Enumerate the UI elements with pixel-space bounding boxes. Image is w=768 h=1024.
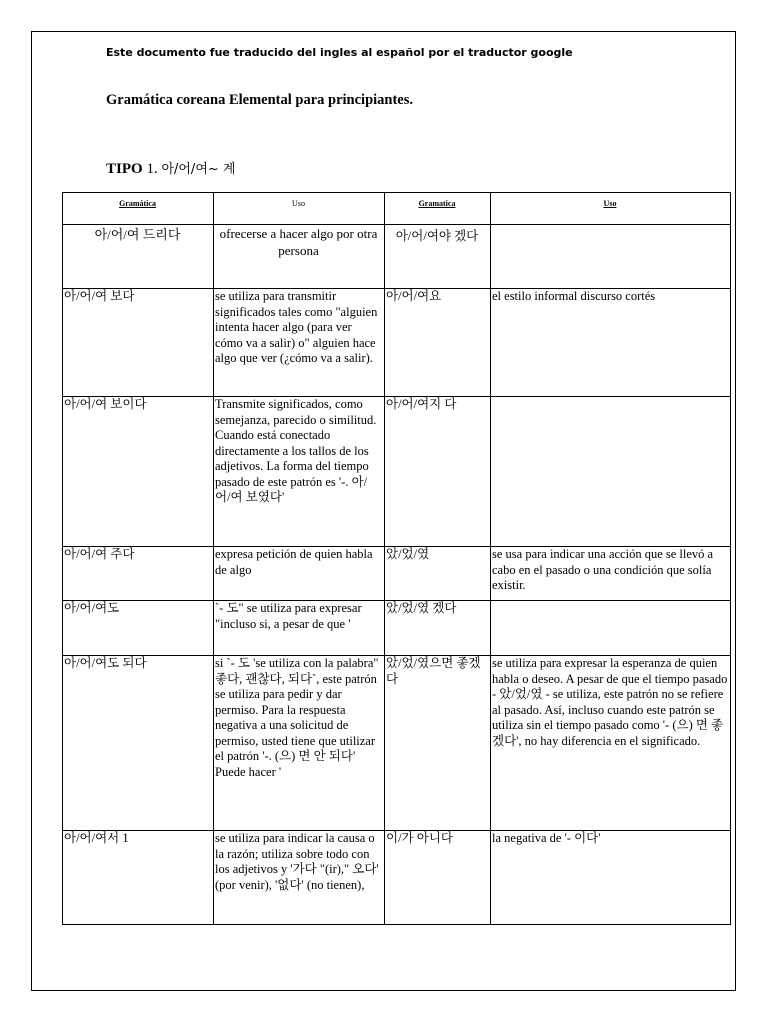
grammar-cell: 아/어/여 드리다: [63, 225, 214, 289]
table-row: [63, 601, 731, 656]
usage-cell: Transmite significados, como semejanza, parecido o similitud. Cuando está conectado directamente a los tallos de los adjetivos. La forma del tiempo pasado de este patrón es '-. 아/어/여 보였다': [214, 397, 385, 547]
section-title: [106, 158, 235, 178]
grammar-cell: 이/가 아니다: [385, 831, 491, 925]
translation-note: Este documento fue traducido del ingles al español por el traductor google: [106, 46, 573, 59]
table-row: [63, 289, 731, 397]
usage-cell: se utiliza para expresar la esperanza de quien habla o deseo. A pesar de que el tiempo pasado - 았/었/였 - se utiliza, este patrón no se refiere al pasado. Así, incluso cuando este patrón se utiliza sin el tiempo pasado como '- (으) 면 좋겠다', no hay diferencia en el significado.: [491, 656, 731, 831]
grammar-cell: 아/어/여도: [63, 601, 214, 656]
grammar-cell: 았/었/였: [385, 547, 491, 601]
grammar-cell: 아/어/여 보다: [63, 289, 214, 397]
usage-cell: se utiliza para indicar la causa o la razón; utiliza sobre todo con los adjetivos y '가다 "(ir)," 오다' (por venir), '없다' (no tienen),: [214, 831, 385, 925]
grammar-cell: 아/어/여지 다: [385, 397, 491, 547]
document-subtitle: Gramática coreana Elemental para principiantes.: [106, 92, 414, 108]
grammar-cell: 아/어/여도 되다: [63, 656, 214, 831]
usage-cell: la negativa de '- 이다': [491, 831, 731, 925]
usage-cell: [491, 225, 731, 289]
table-header-row: [63, 193, 731, 225]
grammar-cell: 아/어/여 주다: [63, 547, 214, 601]
grammar-cell: 았/었/였으면 좋겠다: [385, 656, 491, 831]
table-row: [63, 225, 731, 289]
grammar-cell: 아/어/여요: [385, 289, 491, 397]
grammar-table: [62, 192, 731, 925]
usage-cell: si `- 도 'se utiliza con la palabra" 좋다, 괜찮다, 되다`, este patrón se utiliza para pedir y dar permiso. Para la respuesta negativa a una solicitud de permiso, usted tiene que utilizar el patrón '-. (으) 면 안 되다' Puede hacer ': [214, 656, 385, 831]
header-gramatica-2: Gramatica: [385, 193, 491, 225]
grammar-cell: 아/어/여서 1: [63, 831, 214, 925]
header-uso-1: Uso: [214, 193, 385, 225]
table-row: [63, 547, 731, 601]
usage-cell: `- 도" se utiliza para expresar "incluso si, a pesar de que ': [214, 601, 385, 656]
table-row: [63, 656, 731, 831]
table-row: [63, 831, 731, 925]
usage-cell: se usa para indicar una acción que se llevó a cabo en el pasado o una condición que solía existir.: [491, 547, 731, 601]
usage-cell: se utiliza para transmitir significados tales como "alguien intenta hacer algo (para ver cómo va a salir) o" alguien hace algo que ver (¿cómo va a salir).: [214, 289, 385, 397]
usage-cell: el estilo informal discurso cortés: [491, 289, 731, 397]
grammar-cell: 아/어/여 보이다: [63, 397, 214, 547]
tipo-label: TIPO: [106, 161, 143, 177]
table-row: [63, 397, 731, 547]
tipo-korean: 아/어/여~ 계: [161, 162, 236, 177]
tipo-number: 1.: [146, 161, 158, 177]
grammar-cell: 아/어/여야 겠다: [385, 225, 491, 289]
header-gramatica-1: Gramática: [63, 193, 214, 225]
usage-cell: [491, 397, 731, 547]
usage-cell: [491, 601, 731, 656]
grammar-cell: 았/었/였 겠다: [385, 601, 491, 656]
usage-cell: expresa petición de quien habla de algo: [214, 547, 385, 601]
header-uso-2: Uso: [491, 193, 731, 225]
usage-cell: ofrecerse a hacer algo por otra persona: [214, 225, 385, 289]
